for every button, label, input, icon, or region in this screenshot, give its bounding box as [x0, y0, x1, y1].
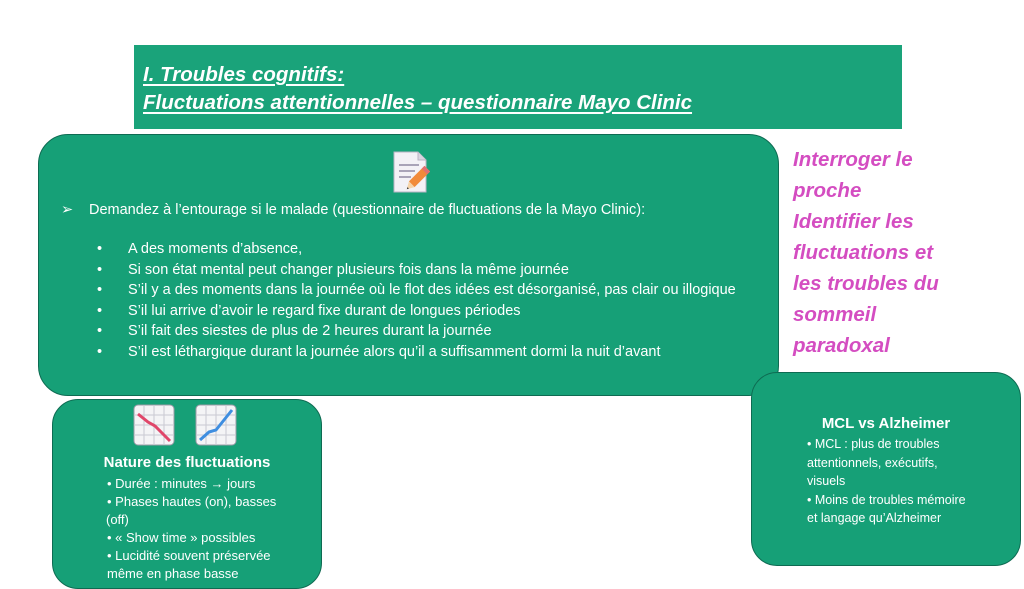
title-line-2: Fluctuations attentionnelles – questionnaire Mayo Clinic [143, 91, 693, 114]
nature-line: • Lucidité souvent préservée [107, 548, 271, 563]
list-item: • S’il lui arrive d’avoir le regard fixe durant de longues périodes [97, 301, 757, 322]
nature-fluctuations-box [52, 399, 322, 589]
list-item: • S’il fait des siestes de plus de 2 heures durant la journée [97, 321, 757, 342]
mcl-line: • MCL : plus de troubles [807, 437, 940, 451]
list-item: • S’il y a des moments dans la journée où le flot des idées est désorganisé, pas clair ou illogique [97, 280, 757, 301]
chart-increasing-icon [195, 404, 237, 446]
side-note-line: fluctuations et [793, 241, 934, 264]
symptom-list [97, 239, 757, 362]
nature-title: Nature des fluctuations [103, 454, 271, 471]
intro-text: Demandez à l’entourage si le malade (questionnaire de fluctuations de la Mayo Clinic): [89, 202, 646, 218]
list-item: • Si son état mental peut changer plusieurs fois dans la même journée [97, 260, 757, 281]
side-note-line: Identifier les [793, 210, 914, 233]
nature-line: • Phases hautes (on), basses [107, 494, 277, 509]
list-item: • A des moments d’absence, [97, 239, 757, 260]
chart-decreasing-icon [133, 404, 175, 446]
arrow-bullet-icon: ➢ [61, 202, 74, 218]
mcl-list [807, 435, 1012, 528]
questionnaire-box [38, 134, 779, 396]
mcl-title: MCL vs Alzheimer [821, 415, 951, 432]
memo-pencil-icon [390, 150, 430, 194]
nature-line: • Durée : minutes → jours [107, 476, 256, 491]
mcl-line: visuels [807, 474, 846, 488]
mcl-line: et langage qu’Alzheimer [807, 511, 942, 525]
mcl-vs-alzheimer-box [751, 372, 1021, 566]
nature-line: (off) [106, 512, 129, 527]
mcl-line: attentionnels, exécutifs, [807, 455, 938, 470]
title-line-1: I. Troubles cognitifs: [143, 63, 345, 86]
side-note-line: proche [793, 179, 862, 202]
side-note-line: paradoxal [793, 334, 890, 357]
side-note-line: les troubles du [793, 272, 939, 295]
nature-line: • « Show time » possibles [107, 530, 256, 545]
nature-list [107, 475, 305, 583]
side-note-line: sommeil [793, 303, 877, 326]
slide-title [134, 45, 902, 129]
nature-line: même en phase basse [107, 566, 239, 581]
intro-line [61, 202, 645, 218]
side-note [793, 144, 1003, 361]
list-item: • S’il est léthargique durant la journée alors qu’il a suffisamment dormi la nuit d’avant [97, 342, 757, 363]
side-note-line: Interroger le [793, 148, 913, 171]
mcl-line: • Moins de troubles mémoire [807, 492, 966, 507]
